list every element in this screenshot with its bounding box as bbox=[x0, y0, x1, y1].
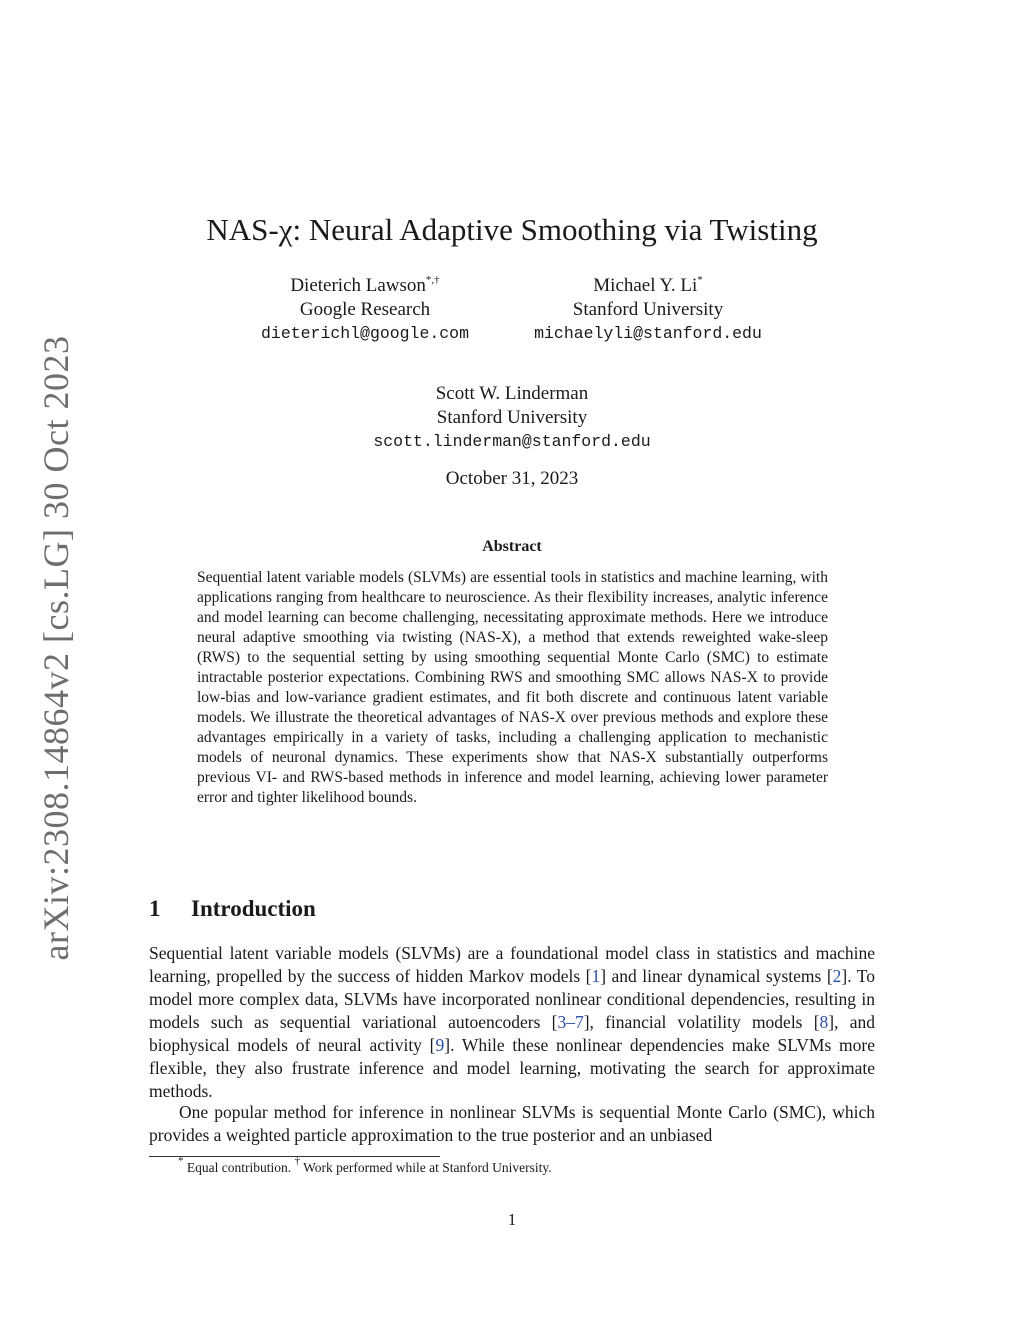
citation-link[interactable]: 2 bbox=[832, 966, 842, 986]
author-marks: *,† bbox=[425, 274, 440, 286]
intro-paragraph-1: Sequential latent variable models (SLVMs) are a foundational model class in statistics and machine learning, propelled by the success of hidden Markov models [1] and linear dynamical systems [2]. To model more complex data, SLVMs have incorporated nonlinear conditional dependencies, resulting in models such as sequential variational autoencoders [3–7], financial volatility models [8], and biophysical models of neural activity [9]. While these nonlinear dependencies make SLVMs more flexible, they also frustrate inference and model learning, motivating the search for approximate methods. bbox=[149, 943, 876, 1101]
author-name: Scott W. Linderman bbox=[435, 383, 589, 404]
section-title: Introduction bbox=[191, 896, 316, 921]
citation-link[interactable]: 9 bbox=[435, 1035, 445, 1055]
paper-title: NAS-χ: Neural Adaptive Smoothing via Twisting bbox=[206, 212, 818, 247]
author-block-1 bbox=[215, 274, 515, 346]
citation-link[interactable]: 8 bbox=[819, 1012, 829, 1032]
citation-link[interactable]: 1 bbox=[591, 966, 601, 986]
abstract-heading: Abstract bbox=[482, 538, 542, 555]
section-heading bbox=[149, 896, 316, 922]
abstract-body: Sequential latent variable models (SLVMs) are essential tools in statistics and machine learning, with applications ranging from healthcare to neuroscience. As their flexibility increases, analytic inference and model learning can become challenging, necessitating approximate methods. Here we introduce neural adaptive smoothing via twisting (NAS-X), a method that extends reweighted wake-sleep (RWS) to the sequential setting by using smoothing sequential Monte Carlo (SMC) to estimate intractable posterior expectations. Combining RWS and smoothing SMC allows NAS-X to provide low-bias and low-variance gradient estimates, and fit both discrete and continuous latent variable models. We illustrate the theoretical advantages of NAS-X over previous methods and explore these advantages empirically in a variety of tasks, including a challenging application to mechanistic models of neuronal dynamics. These experiments show that NAS-X substantially outperforms previous VI- and RWS-based methods in inference and model learning, achieving lower parameter error and tighter likelihood bounds. bbox=[197, 569, 828, 806]
author-affiliation: Stanford University bbox=[436, 407, 588, 428]
intro-paragraph-2: One popular method for inference in nonlinear SLVMs is sequential Monte Carlo (SMC), which provides a weighted particle approximation to the true posterior and an unbiased bbox=[149, 1102, 875, 1145]
arxiv-stamp: arXiv:2308.14864v2 [cs.LG] 30 Oct 2023 bbox=[36, 335, 76, 961]
author-email[interactable]: scott.linderman@stanford.edu bbox=[373, 432, 651, 451]
author-block-2 bbox=[498, 274, 798, 346]
author-marks: * bbox=[697, 274, 703, 286]
author-name: Dieterich Lawson*,† bbox=[290, 274, 440, 296]
page-number: 1 bbox=[507, 1210, 517, 1229]
author-affiliation: Stanford University bbox=[572, 299, 724, 320]
footnote: * Equal contribution. † Work performed while at Stanford University. bbox=[178, 1155, 552, 1175]
section-number: 1 bbox=[149, 896, 161, 921]
footnote-mark: † bbox=[294, 1155, 300, 1167]
author-name: Michael Y. Li* bbox=[593, 274, 703, 296]
author-block-3 bbox=[312, 382, 712, 454]
author-affiliation: Google Research bbox=[299, 299, 431, 320]
publication-date: October 31, 2023 bbox=[445, 468, 579, 489]
author-email[interactable]: michaelyli@stanford.edu bbox=[534, 324, 762, 343]
citation-link[interactable]: 3–7 bbox=[557, 1012, 584, 1032]
footnote-mark: * bbox=[178, 1155, 184, 1167]
author-email[interactable]: dieterichl@google.com bbox=[261, 324, 469, 343]
